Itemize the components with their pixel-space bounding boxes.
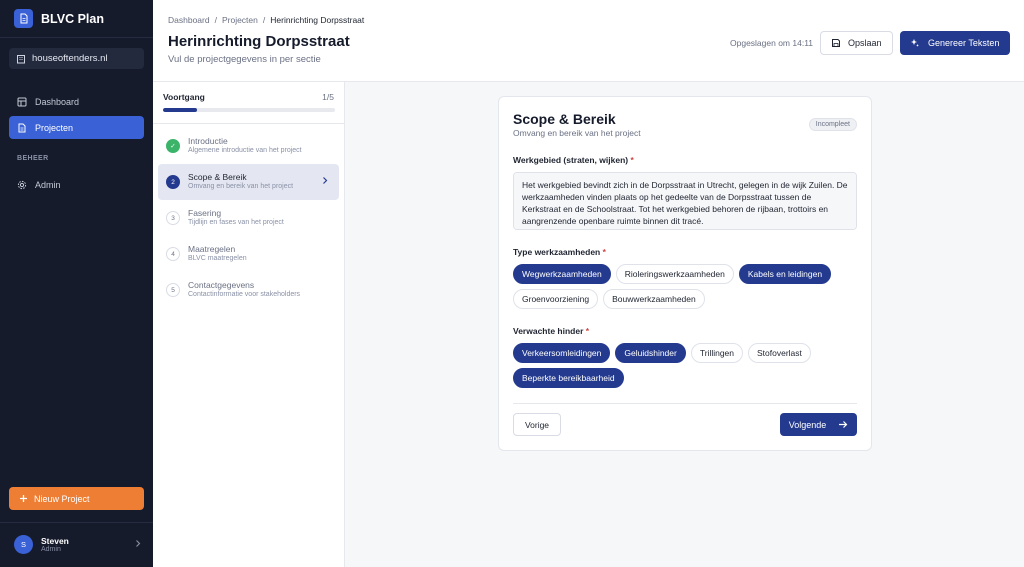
werkgebied-label-text: Werkgebied (straten, wijken) bbox=[513, 155, 629, 165]
step-introductie[interactable] bbox=[158, 128, 339, 164]
breadcrumb-separator: / bbox=[214, 15, 217, 25]
building-icon bbox=[16, 54, 26, 64]
step-fasering[interactable] bbox=[158, 200, 339, 236]
sidebar-item-label: Projecten bbox=[35, 122, 74, 133]
step-number: 5 bbox=[166, 283, 180, 297]
section-subtitle: Omvang en bereik van het project bbox=[513, 128, 641, 138]
type-werkzaamheden-label bbox=[513, 247, 606, 257]
floppy-disk-icon bbox=[831, 38, 841, 48]
avatar: S bbox=[14, 535, 33, 554]
sidebar-item-label: Dashboard bbox=[35, 96, 80, 107]
sidebar-item-label: Admin bbox=[35, 179, 61, 190]
step-title: Fasering bbox=[188, 208, 222, 219]
user-menu[interactable] bbox=[14, 535, 140, 554]
status-badge: Incompleet bbox=[809, 118, 857, 131]
organization-selector[interactable] bbox=[9, 48, 144, 69]
step-title: Contactgegevens bbox=[188, 280, 255, 291]
breadcrumb-dashboard[interactable]: Dashboard bbox=[168, 15, 210, 25]
required-marker: * bbox=[602, 247, 606, 257]
dashboard-icon bbox=[17, 97, 27, 107]
breadcrumb-projecten[interactable]: Projecten bbox=[221, 15, 258, 25]
chip-kabels-en-leidingen[interactable]: Kabels en leidingen bbox=[739, 264, 831, 284]
new-project-button[interactable] bbox=[9, 487, 144, 510]
step-status-icon: ✓ bbox=[166, 139, 180, 153]
type-label-text: Type werkzaamheden bbox=[513, 247, 601, 257]
sidebar-item-admin[interactable] bbox=[9, 173, 144, 196]
breadcrumb-separator: / bbox=[262, 15, 266, 25]
next-button[interactable] bbox=[780, 413, 857, 436]
step-title: Scope & Bereik bbox=[188, 172, 247, 183]
sidebar-section-label: BEHEER bbox=[17, 155, 49, 162]
step-scope-bereik[interactable] bbox=[158, 164, 339, 200]
step-title: Maatregelen bbox=[188, 244, 236, 255]
step-contactgegevens[interactable] bbox=[158, 272, 339, 308]
steps-panel bbox=[153, 82, 345, 567]
progress-count: 1/5 bbox=[322, 92, 334, 102]
section-title: Scope & Bereik bbox=[513, 111, 616, 127]
sidebar-divider bbox=[0, 522, 153, 523]
gear-icon bbox=[17, 180, 27, 190]
card-divider bbox=[513, 403, 857, 404]
chip-trillingen[interactable]: Trillingen bbox=[691, 343, 743, 363]
save-button[interactable] bbox=[820, 31, 893, 55]
step-number: 2 bbox=[166, 175, 180, 189]
brand-name: BLVC Plan bbox=[41, 11, 104, 26]
sidebar bbox=[0, 0, 153, 567]
user-name: Steven bbox=[41, 535, 69, 546]
chip-geluidshinder[interactable]: Geluidshinder bbox=[615, 343, 685, 363]
sparkles-icon bbox=[910, 38, 920, 48]
sidebar-item-projecten[interactable] bbox=[9, 116, 144, 139]
required-marker: * bbox=[630, 155, 634, 165]
chip-beperkte-bereikbaarheid[interactable]: Beperkte bereikbaarheid bbox=[513, 368, 624, 388]
page-title: Herinrichting Dorpsstraat bbox=[168, 33, 350, 50]
step-description: Tijdlijn en fases van het project bbox=[188, 219, 284, 227]
hinder-label-text: Verwachte hinder bbox=[513, 326, 584, 336]
werkgebied-textarea[interactable] bbox=[513, 172, 857, 230]
steps-divider bbox=[153, 123, 345, 124]
sidebar-divider bbox=[0, 37, 153, 38]
werkgebied-label bbox=[513, 155, 634, 165]
progress-bar bbox=[163, 108, 335, 112]
document-icon bbox=[17, 123, 27, 133]
sidebar-item-dashboard[interactable] bbox=[9, 90, 144, 113]
arrow-right-icon bbox=[838, 420, 848, 429]
chip-groenvoorziening[interactable]: Groenvoorziening bbox=[513, 289, 598, 309]
chip-rioleringswerkzaamheden[interactable]: Rioleringswerkzaamheden bbox=[616, 264, 734, 284]
plus-icon bbox=[19, 494, 28, 503]
progress-label: Voortgang bbox=[163, 92, 205, 102]
previous-button[interactable]: Vorige bbox=[513, 413, 561, 436]
progress-fill bbox=[163, 108, 197, 112]
chip-bouwwerkzaamheden[interactable]: Bouwwerkzaamheden bbox=[603, 289, 705, 309]
type-werkzaamheden-options bbox=[513, 264, 859, 309]
page-subtitle: Vul de projectgegevens in per sectie bbox=[168, 54, 321, 65]
step-number: 4 bbox=[166, 247, 180, 261]
verwachte-hinder-options bbox=[513, 343, 859, 388]
next-label: Volgende bbox=[788, 419, 827, 430]
required-marker: * bbox=[585, 326, 590, 336]
section-card bbox=[498, 96, 872, 451]
step-maatregelen[interactable] bbox=[158, 236, 339, 272]
step-description: Contactinformatie voor stakeholders bbox=[188, 291, 301, 299]
chevron-right-icon bbox=[134, 539, 142, 548]
step-number: 3 bbox=[166, 211, 180, 225]
breadcrumb bbox=[168, 15, 364, 25]
chip-wegwerkzaamheden[interactable]: Wegwerkzaamheden bbox=[513, 264, 611, 284]
save-label: Opslaan bbox=[848, 38, 882, 48]
step-title: Introductie bbox=[188, 136, 228, 147]
saved-status: Opgeslagen om 14:11 bbox=[730, 38, 814, 48]
chip-verkeersomleidingen[interactable]: Verkeersomleidingen bbox=[513, 343, 610, 363]
chip-stofoverlast[interactable]: Stofoverlast bbox=[748, 343, 811, 363]
user-role: Admin bbox=[41, 546, 61, 554]
step-description: Omvang en bereik van het project bbox=[188, 183, 294, 191]
step-description: BLVC maatregelen bbox=[188, 255, 247, 263]
generate-texts-button[interactable] bbox=[900, 31, 1010, 55]
organization-name: houseoftenders.nl bbox=[32, 53, 108, 64]
page-header bbox=[153, 0, 1024, 82]
breadcrumb-current: Herinrichting Dorpsstraat bbox=[270, 15, 365, 25]
brand[interactable] bbox=[14, 9, 104, 28]
generate-label: Genereer Teksten bbox=[928, 38, 1000, 48]
verwachte-hinder-label bbox=[513, 326, 589, 336]
new-project-label: Nieuw Project bbox=[34, 493, 90, 504]
chevron-right-icon bbox=[321, 176, 329, 185]
step-description: Algemene introductie van het project bbox=[188, 147, 302, 155]
document-logo-icon bbox=[14, 9, 33, 28]
